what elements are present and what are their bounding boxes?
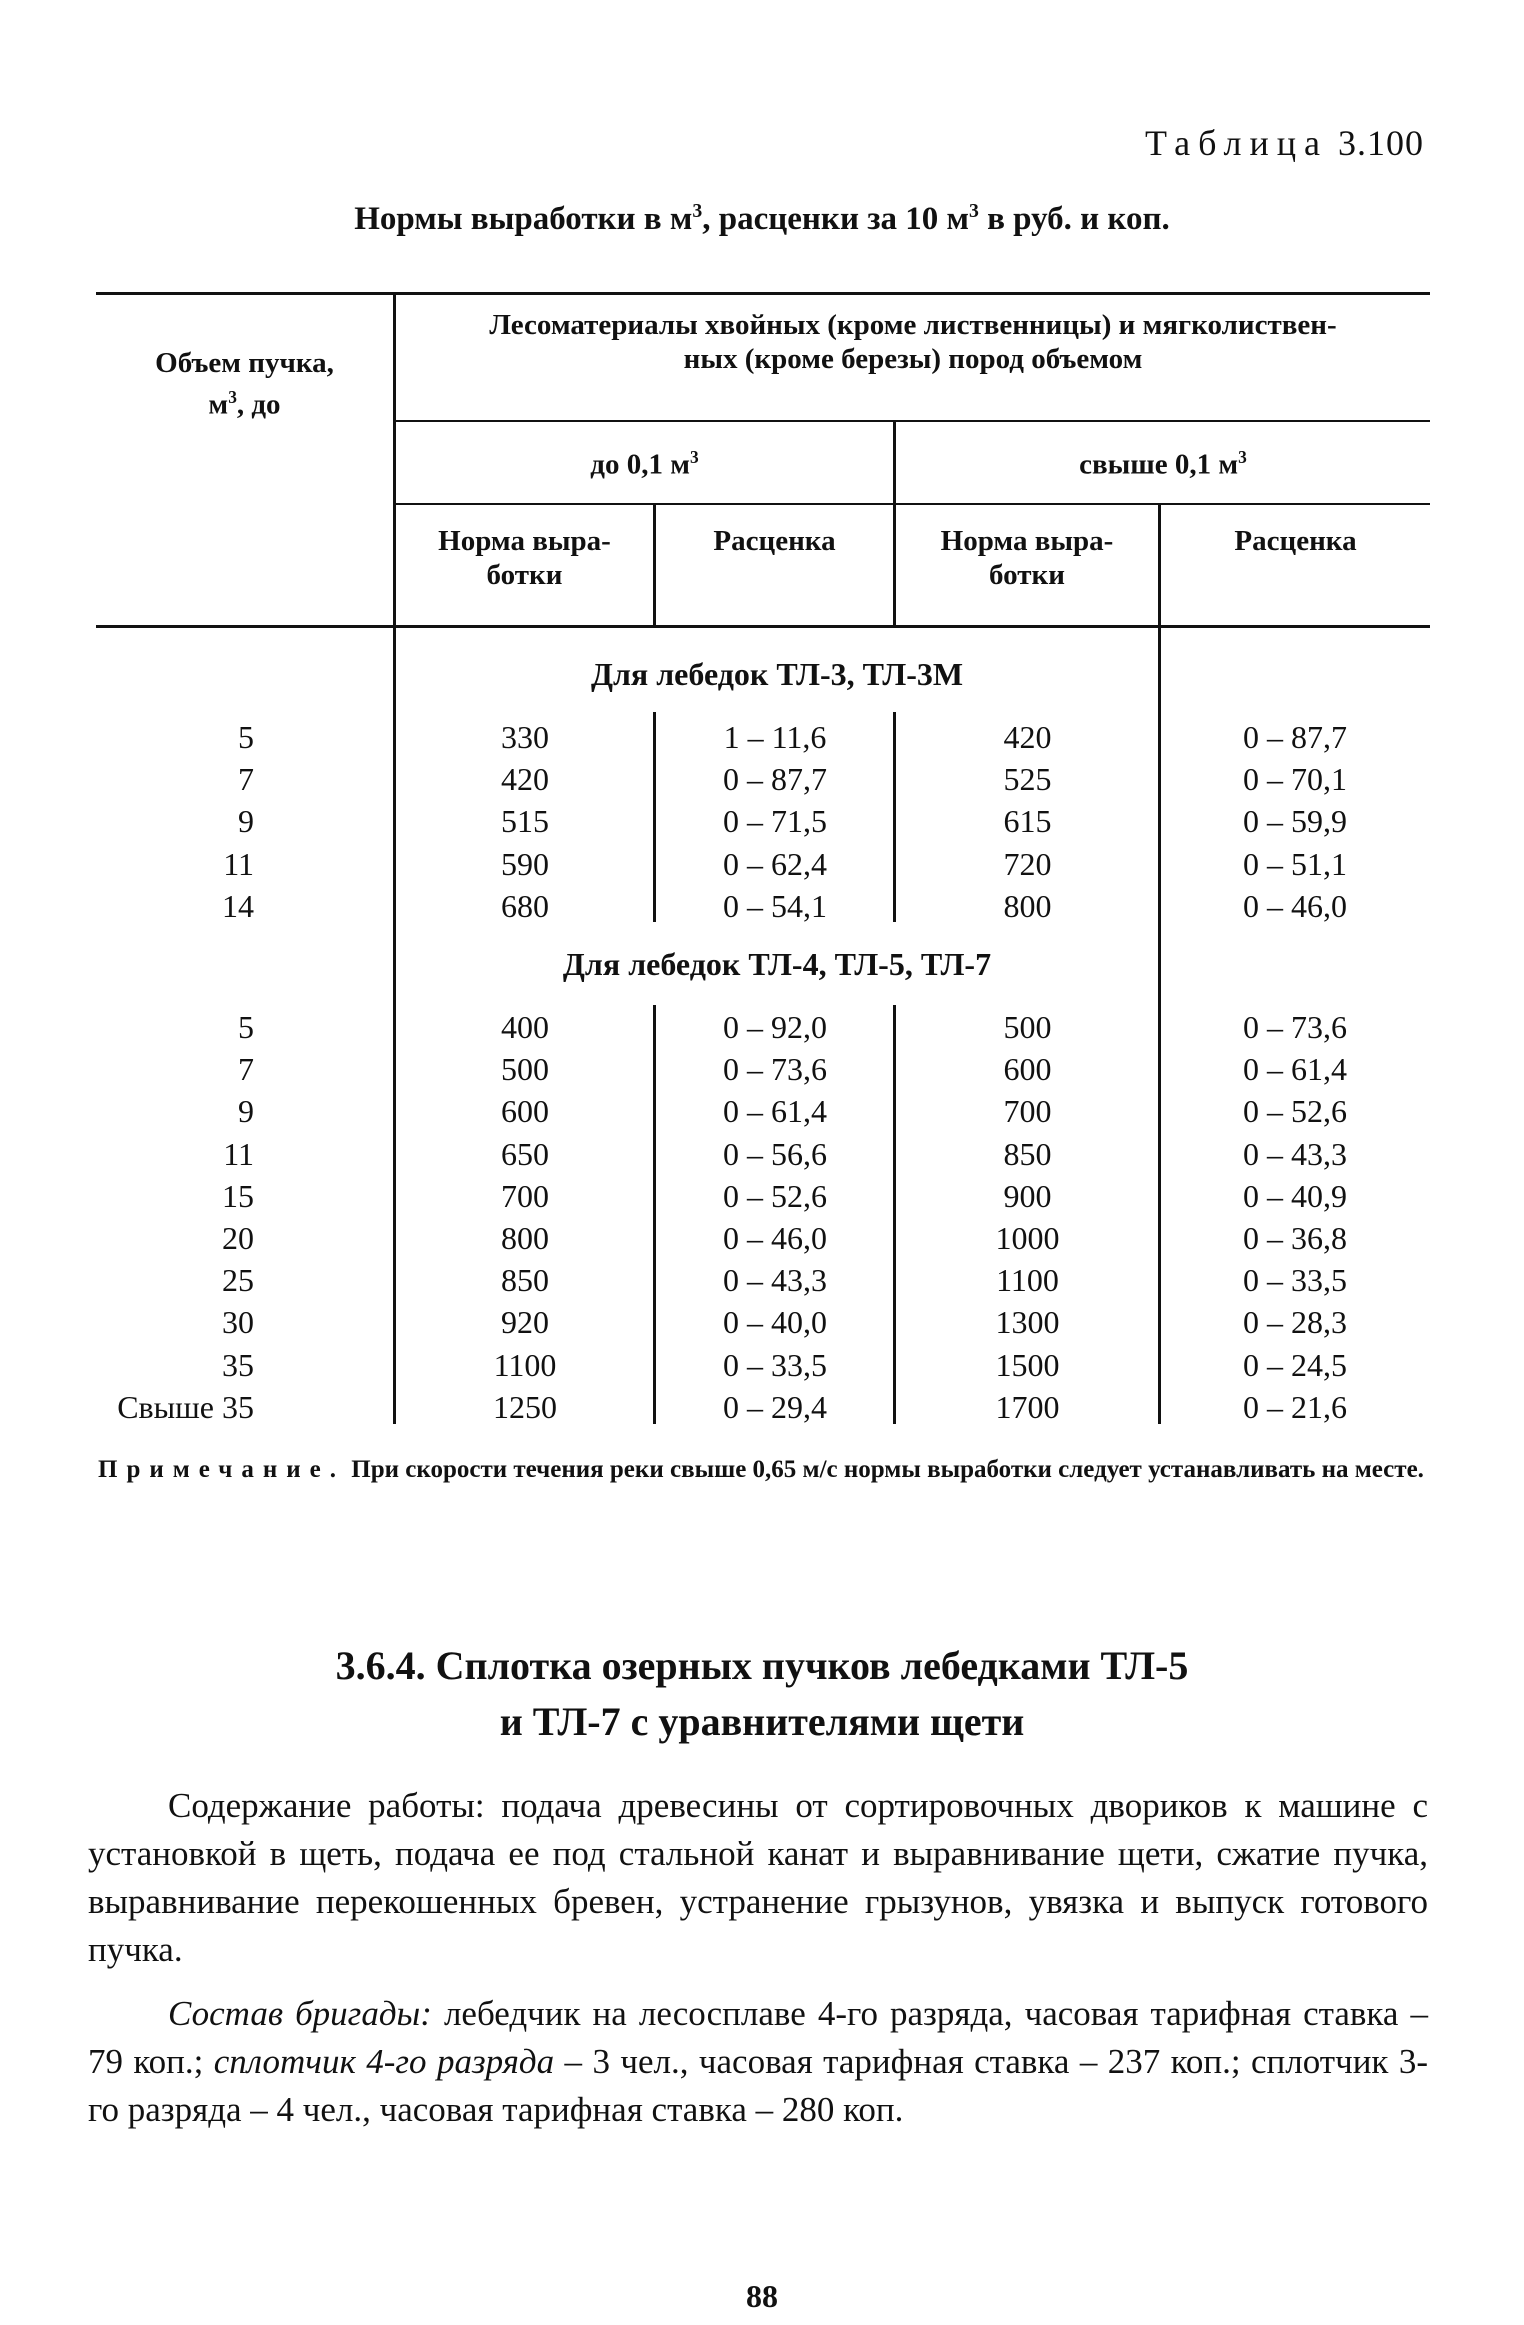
section-title-line2: и ТЛ-7 с уравнителями щети	[499, 1699, 1025, 1744]
header-over: свыше 0,1 $м^3$	[1079, 447, 1247, 481]
cell-rate-up-to: 0 – 56,6	[723, 1135, 827, 1172]
cell-rate-over: 0 – 46,0	[1243, 887, 1347, 924]
cell-norm-over: 1500	[995, 1346, 1060, 1383]
cell-norm-over: 1100	[996, 1262, 1059, 1299]
cell-rate-up-to: 0 – 62,4	[723, 845, 827, 882]
cell-rate-over: 0 – 73,6	[1243, 1009, 1347, 1045]
cell-volume: 9	[238, 803, 254, 840]
cell-norm-up-to: 420	[501, 761, 549, 798]
header-norm-1: Норма выра- ботки	[438, 525, 611, 591]
group-title-1: Для лебедок ТЛ-3, ТЛ-3М	[590, 656, 964, 692]
work-content-paragraph	[88, 1782, 1428, 1974]
header-up-to: до 0,1 $м^3$	[590, 447, 699, 481]
group-title-2: Для лебедок ТЛ-4, ТЛ-5, ТЛ-7	[562, 946, 992, 982]
cell-norm-up-to: 1250	[493, 1388, 557, 1425]
cell-norm-up-to: 800	[501, 1220, 549, 1256]
cell-norm-over: 1300	[995, 1304, 1060, 1341]
crew-text-2: – 3 чел., часовая тарифная ставка – 237 коп.; сплотчик 3-го разряда – 4 чел., часовая тарифная ставка – 280 коп.	[88, 2042, 1428, 2129]
cell-volume: 20	[222, 1220, 254, 1256]
header-material-line1: Лесоматериалы хвойных (кроме лиственницы) и мягколиствен-	[489, 309, 1337, 341]
cell-volume: 11	[223, 1135, 254, 1172]
cell-rate-up-to: 0 – 46,0	[723, 1220, 827, 1256]
cell-volume: 15	[222, 1177, 254, 1214]
cell-volume: 7	[238, 761, 254, 798]
cell-norm-up-to: 680	[501, 887, 549, 924]
cell-norm-up-to: 330	[501, 719, 549, 755]
cell-volume: 5	[238, 719, 254, 755]
cell-rate-over: 0 – 24,5	[1243, 1346, 1347, 1383]
header-material-line2: ных (кроме березы) пород объемом	[683, 343, 1143, 375]
table-label	[1145, 122, 1424, 164]
cell-rate-up-to: 0 – 40,0	[723, 1304, 827, 1341]
note-text: При скорости течения реки свыше 0,65 м/с нормы выработки следует устанавливать на месте.	[345, 1456, 1424, 1483]
cell-rate-over: 0 – 51,1	[1243, 845, 1347, 882]
table-label-number: 3.100	[1338, 123, 1424, 163]
header-rate-2: Расценка	[1234, 525, 1357, 557]
header-volume-line2: $м^3$, до	[208, 387, 281, 421]
cell-norm-over: 720	[1003, 845, 1052, 882]
cell-norm-over: 615	[1003, 803, 1052, 840]
cell-rate-up-to: 1 – 11,6	[723, 719, 827, 755]
cell-norm-up-to: 650	[501, 1135, 549, 1172]
cell-rate-over: 0 – 33,5	[1243, 1262, 1347, 1299]
cell-norm-up-to: 1100	[493, 1346, 557, 1383]
cell-norm-up-to: 500	[501, 1051, 549, 1088]
header-divider-norm1	[653, 503, 656, 628]
table-title-sup: 3	[692, 200, 703, 222]
cell-norm-over: 1000	[995, 1220, 1060, 1256]
header-volume	[96, 346, 393, 422]
table-title-part: в руб. и коп.	[978, 201, 1170, 237]
cell-rate-over: 0 – 40,9	[1243, 1177, 1347, 1214]
note-label: Примечание.	[98, 1456, 346, 1483]
header-bottom-rule	[96, 625, 1430, 628]
cell-rate-over: 0 – 70,1	[1243, 761, 1347, 798]
cell-volume: Свыше 35	[117, 1388, 254, 1425]
header-volume-line1: Объем пучка,	[155, 347, 334, 379]
cell-rate-over: 0 – 61,4	[1243, 1051, 1347, 1088]
cell-norm-over: 420	[1003, 719, 1052, 755]
cell-norm-up-to: 400	[501, 1009, 549, 1045]
page-number: 88	[746, 2278, 778, 2314]
cell-rate-over: 0 – 87,7	[1243, 719, 1347, 755]
crew-label: Состав бригады:	[168, 1994, 432, 2033]
cell-rate-up-to: 0 – 92,0	[723, 1009, 827, 1045]
cell-norm-up-to: 590	[501, 845, 549, 882]
cell-rate-up-to: 0 – 54,1	[723, 887, 827, 924]
cell-norm-over: 800	[1003, 887, 1052, 924]
cell-norm-over: 700	[1003, 1093, 1052, 1130]
header-norm-2: Норма выра- ботки	[940, 525, 1114, 591]
cell-volume: 14	[222, 887, 254, 924]
cell-rate-up-to: 0 – 29,4	[723, 1388, 827, 1425]
cell-rate-up-to: 0 – 87,7	[723, 761, 827, 798]
header-rule-material	[395, 420, 1430, 422]
section-title	[0, 1638, 1524, 1750]
table-title-sup: 3	[968, 200, 979, 222]
cell-norm-up-to: 700	[501, 1177, 549, 1214]
cell-norm-over: 900	[1003, 1177, 1052, 1214]
cell-norm-over: 600	[1003, 1051, 1052, 1088]
cell-rate-over: 0 – 36,8	[1243, 1220, 1347, 1256]
cell-rate-up-to: 0 – 52,6	[723, 1177, 827, 1214]
table-title-part: Нормы выработки в м	[354, 201, 693, 237]
header-rule-size	[395, 503, 1430, 505]
cell-rate-up-to: 0 – 33,5	[723, 1346, 827, 1383]
cell-norm-over: 1700	[995, 1388, 1060, 1425]
crew-text-italic: сплотчик 4-го разряда	[213, 2042, 555, 2081]
cell-norm-up-to: 850	[501, 1262, 549, 1299]
cell-volume: 30	[222, 1304, 254, 1341]
cell-volume: 35	[222, 1346, 254, 1383]
work-content-text: Содержание работы: подача древесины от сортировочных двориков к машине с установкой в щеть, подача ее под стальной канат и выравнивание щети, сжатие пучка, выравнивание перекошенных бревен, устранение грызунов, увязка и выпуск готового пучка.	[88, 1786, 1428, 1969]
cell-rate-over: 0 – 21,6	[1243, 1388, 1347, 1425]
section-title-line1: 3.6.4. Сплотка озерных пучков лебедками ТЛ-5	[335, 1643, 1189, 1688]
cell-rate-up-to: 0 – 71,5	[723, 803, 827, 840]
table-title	[0, 200, 1524, 238]
cell-volume: 25	[222, 1262, 254, 1299]
crew-text-1: лебедчик на лесосплаве 4-го разряда, часовая тарифная ставка – 79 коп.;	[88, 1994, 1428, 2081]
header-divider-norm2	[1158, 503, 1161, 628]
table-label-prefix: Таблица	[1145, 123, 1328, 163]
table-title-part: , расценки за 10 м	[702, 201, 969, 237]
header-material	[396, 308, 1430, 376]
cell-rate-up-to: 0 – 61,4	[723, 1093, 827, 1130]
cell-norm-up-to: 600	[501, 1093, 549, 1130]
cell-norm-up-to: 515	[501, 803, 549, 840]
cell-volume: 11	[223, 845, 254, 882]
cell-rate-over: 0 – 28,3	[1243, 1304, 1347, 1341]
cell-norm-over: 500	[1003, 1009, 1052, 1045]
cell-rate-up-to: 0 – 43,3	[723, 1262, 827, 1299]
cell-volume: 5	[238, 1009, 254, 1045]
cell-rate-over: 0 – 52,6	[1243, 1093, 1347, 1130]
crew-paragraph	[88, 1990, 1428, 2134]
cell-rate-up-to: 0 – 73,6	[723, 1051, 827, 1088]
cell-rate-over: 0 – 43,3	[1243, 1135, 1347, 1172]
table-top-rule	[96, 292, 1430, 295]
cell-norm-up-to: 920	[501, 1304, 549, 1341]
cell-norm-over: 850	[1003, 1135, 1052, 1172]
cell-norm-over: 525	[1003, 761, 1052, 798]
cell-volume: 9	[238, 1093, 254, 1130]
header-rate-1: Расценка	[713, 525, 836, 557]
cell-volume: 7	[238, 1051, 254, 1088]
table-note	[98, 1452, 1428, 1488]
cell-rate-over: 0 – 59,9	[1243, 803, 1347, 840]
